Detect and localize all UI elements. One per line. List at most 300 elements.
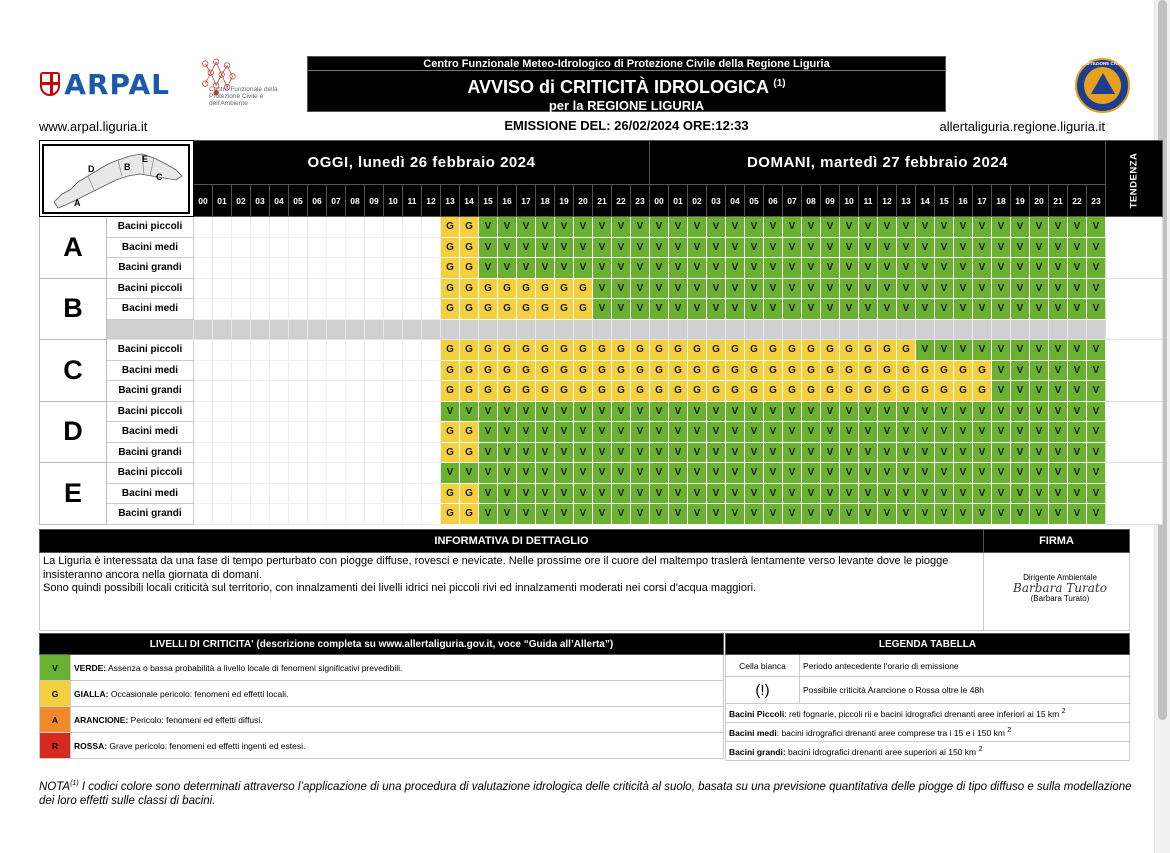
hour-cell: V	[1011, 463, 1030, 484]
hour-cell: V	[745, 217, 764, 238]
hour-cell	[270, 217, 289, 238]
hour-cell: G	[460, 217, 479, 238]
hour-header: 07	[783, 185, 802, 217]
hour-cell: V	[802, 504, 821, 525]
legend-large-desc: bacini idrografici drenanti aree superiori ai 150 km	[785, 746, 977, 757]
hour-cell: V	[745, 483, 764, 504]
hour-cell	[270, 504, 289, 525]
hour-header: 22	[612, 185, 631, 217]
hour-cell: V	[973, 237, 992, 258]
hour-cell: V	[555, 483, 574, 504]
basin-row	[40, 237, 1163, 258]
hour-cell: V	[840, 422, 859, 443]
hour-cell: V	[650, 237, 669, 258]
hour-cell	[403, 504, 422, 525]
basin-row	[40, 278, 1163, 299]
legend-medium-desc: : bacini idrografici drenanti aree comprese tra i 15 e i 150 km	[776, 727, 1005, 738]
grey-cell	[726, 319, 745, 340]
main-title-note: (1)	[773, 78, 786, 89]
hour-cell: V	[935, 237, 954, 258]
hour-cell: G	[650, 381, 669, 402]
hour-cell	[422, 463, 441, 484]
hour-cell: V	[1068, 422, 1087, 443]
hour-cell: V	[916, 217, 935, 238]
hour-cell	[194, 360, 213, 381]
hour-cell	[422, 483, 441, 504]
hour-cell	[327, 258, 346, 279]
hour-cell: V	[878, 483, 897, 504]
legend-large-label: Bacini grandi:	[729, 746, 786, 757]
hour-cell: V	[612, 299, 631, 320]
hour-cell: V	[1087, 401, 1106, 422]
hour-cell: G	[460, 299, 479, 320]
hour-cell	[384, 504, 403, 525]
hour-cell	[308, 258, 327, 279]
grey-cell	[897, 319, 916, 340]
hour-cell: V	[498, 463, 517, 484]
zones-map-cell	[40, 141, 194, 217]
hour-cell: V	[859, 278, 878, 299]
hour-cell: V	[612, 483, 631, 504]
hour-cell: V	[783, 299, 802, 320]
hour-cell: V	[726, 299, 745, 320]
hour-cell: V	[935, 442, 954, 463]
hour-cell: V	[536, 504, 555, 525]
grey-cell	[498, 319, 517, 340]
hour-cell	[289, 360, 308, 381]
legend-warning-desc: Possibile criticità Arancione o Rossa oltre le 48h	[800, 677, 1130, 704]
hour-cell: G	[954, 381, 973, 402]
hour-cell: G	[878, 340, 897, 361]
hour-cell: V	[783, 463, 802, 484]
hour-cell: V	[441, 401, 460, 422]
hour-cell: V	[479, 401, 498, 422]
hour-cell: V	[935, 258, 954, 279]
hour-cell: V	[973, 483, 992, 504]
basin-row	[40, 360, 1163, 381]
hour-cell: G	[783, 340, 802, 361]
hour-cell: G	[650, 360, 669, 381]
hour-cell: V	[764, 504, 783, 525]
hour-cell: V	[536, 237, 555, 258]
hour-cell: V	[1049, 340, 1068, 361]
basin-row	[40, 258, 1163, 279]
grey-cell	[422, 319, 441, 340]
hour-cell: G	[574, 278, 593, 299]
hour-cell: V	[745, 237, 764, 258]
hour-cell: V	[1030, 217, 1049, 238]
hour-cell: V	[973, 463, 992, 484]
hour-cell: V	[688, 258, 707, 279]
grey-cell	[916, 319, 935, 340]
hour-cell: V	[1011, 360, 1030, 381]
basin-label: Bacini medi	[107, 422, 194, 443]
hour-cell: V	[593, 483, 612, 504]
hour-cell: V	[536, 217, 555, 238]
hour-cell: V	[1030, 504, 1049, 525]
hour-cell: V	[631, 278, 650, 299]
hour-cell	[194, 401, 213, 422]
hour-cell	[422, 340, 441, 361]
tendency-cell	[1106, 340, 1163, 402]
hour-cell: V	[783, 258, 802, 279]
hour-cell	[384, 237, 403, 258]
hour-cell: V	[916, 299, 935, 320]
hour-cell	[403, 258, 422, 279]
hour-cell	[327, 442, 346, 463]
hour-cell: G	[669, 360, 688, 381]
level-name: GIALLA:	[74, 688, 109, 699]
hour-cell: V	[859, 237, 878, 258]
hour-cell: V	[840, 258, 859, 279]
hour-cell	[422, 278, 441, 299]
hour-cell	[270, 360, 289, 381]
hour-header: 17	[517, 185, 536, 217]
legend-medium-sup: 2	[1007, 726, 1012, 735]
tendency-cell	[1106, 278, 1163, 340]
grey-cell	[232, 319, 251, 340]
hour-cell: V	[878, 463, 897, 484]
info-table	[39, 529, 1130, 631]
hour-cell: V	[802, 258, 821, 279]
hour-cell: G	[479, 360, 498, 381]
hour-cell: V	[536, 483, 555, 504]
hour-cell	[213, 258, 232, 279]
hour-cell: V	[726, 237, 745, 258]
hour-header: 01	[213, 185, 232, 217]
hour-cell: V	[1087, 217, 1106, 238]
document-header	[0, 0, 1150, 140]
hour-cell	[403, 442, 422, 463]
hour-cell: V	[1087, 237, 1106, 258]
hour-cell	[232, 340, 251, 361]
hour-cell: V	[574, 483, 593, 504]
hour-cell: G	[935, 360, 954, 381]
hour-cell: G	[479, 278, 498, 299]
hour-cell: V	[840, 278, 859, 299]
hour-cell	[213, 299, 232, 320]
hour-cell	[384, 258, 403, 279]
hour-cell	[270, 258, 289, 279]
level-name: VERDE:	[74, 662, 107, 673]
hour-cell: V	[802, 442, 821, 463]
hour-cell: G	[460, 483, 479, 504]
hour-cell: V	[1049, 360, 1068, 381]
hour-cell: V	[650, 258, 669, 279]
hour-cell: V	[821, 299, 840, 320]
hour-cell: V	[878, 442, 897, 463]
hour-cell	[251, 504, 270, 525]
hour-cell	[194, 258, 213, 279]
hour-cell	[308, 381, 327, 402]
hour-cell: V	[555, 217, 574, 238]
hour-cell	[232, 237, 251, 258]
hour-cell	[327, 340, 346, 361]
hour-cell: V	[669, 237, 688, 258]
hour-cell: V	[1011, 422, 1030, 443]
hour-cell: V	[1068, 299, 1087, 320]
cf-logo-text: Centro Funzionale della Protezione Civile e dell'Ambiente	[209, 86, 278, 107]
hour-cell: V	[878, 217, 897, 238]
hour-header: 07	[327, 185, 346, 217]
grey-cell	[1049, 319, 1068, 340]
hour-cell	[194, 299, 213, 320]
hour-cell: V	[973, 217, 992, 238]
hour-cell: V	[821, 237, 840, 258]
grey-cell	[308, 319, 327, 340]
hour-header: 08	[802, 185, 821, 217]
hour-cell: V	[536, 401, 555, 422]
hour-cell: V	[935, 401, 954, 422]
hour-cell: V	[726, 463, 745, 484]
hour-cell: V	[1068, 237, 1087, 258]
hour-cell	[251, 278, 270, 299]
hour-header: 19	[555, 185, 574, 217]
hour-cell: V	[650, 483, 669, 504]
hour-cell: V	[1011, 258, 1030, 279]
hour-cell: V	[745, 442, 764, 463]
hour-cell: V	[479, 483, 498, 504]
hour-cell	[346, 237, 365, 258]
hour-cell: V	[707, 463, 726, 484]
basin-row	[40, 217, 1163, 238]
map-label-b: B	[124, 161, 131, 172]
hour-header: 14	[460, 185, 479, 217]
level-desc	[71, 681, 724, 707]
hour-cell: G	[764, 360, 783, 381]
hour-cell: V	[840, 442, 859, 463]
hour-cell	[365, 258, 384, 279]
hour-cell: V	[479, 422, 498, 443]
hour-cell: V	[802, 237, 821, 258]
hour-cell	[289, 504, 308, 525]
hour-cell: G	[631, 340, 650, 361]
hour-cell: V	[688, 278, 707, 299]
hour-cell	[251, 237, 270, 258]
grey-cell	[536, 319, 555, 340]
hour-cell	[422, 401, 441, 422]
hour-cell	[346, 381, 365, 402]
allertaliguria-website-link[interactable]: allertaliguria.regione.liguria.it	[939, 119, 1105, 134]
hour-cell: V	[764, 463, 783, 484]
hour-cell: V	[783, 483, 802, 504]
hour-cell: G	[536, 340, 555, 361]
hour-header: 01	[669, 185, 688, 217]
hour-cell	[251, 483, 270, 504]
hour-cell	[422, 299, 441, 320]
level-desc	[71, 733, 724, 759]
hour-cell: G	[878, 381, 897, 402]
hour-cell: V	[935, 483, 954, 504]
hour-cell: V	[764, 278, 783, 299]
hour-cell: V	[1049, 278, 1068, 299]
hour-cell: V	[878, 401, 897, 422]
hour-cell: V	[593, 401, 612, 422]
hour-cell	[422, 237, 441, 258]
legend-row	[726, 655, 1130, 677]
hour-cell: G	[536, 360, 555, 381]
hour-cell: V	[650, 422, 669, 443]
hour-cell: V	[1011, 442, 1030, 463]
hour-cell: V	[1087, 340, 1106, 361]
hour-cell	[384, 381, 403, 402]
hour-cell: G	[669, 381, 688, 402]
hour-cell: V	[878, 504, 897, 525]
hour-cell	[403, 360, 422, 381]
grey-cell	[289, 319, 308, 340]
hour-cell	[270, 278, 289, 299]
hour-cell	[270, 299, 289, 320]
hour-cell: V	[992, 381, 1011, 402]
hour-cell: V	[612, 278, 631, 299]
level-badge-gialla: G	[40, 681, 71, 707]
hour-cell: V	[992, 463, 1011, 484]
hour-header: 00	[650, 185, 669, 217]
hour-cell: G	[726, 340, 745, 361]
hour-cell: V	[916, 258, 935, 279]
hour-cell: V	[612, 237, 631, 258]
hour-cell: V	[669, 442, 688, 463]
hour-cell: V	[1030, 381, 1049, 402]
title-box	[307, 56, 946, 112]
hour-cell	[327, 299, 346, 320]
hour-cell: V	[745, 258, 764, 279]
hour-cell: V	[555, 237, 574, 258]
hour-cell	[365, 217, 384, 238]
map-label-c: C	[156, 171, 163, 182]
day2-header: DOMANI, martedì 27 febbraio 2024	[650, 141, 1106, 185]
hour-cell: V	[802, 401, 821, 422]
hour-cell: V	[897, 504, 916, 525]
hour-cell: V	[536, 258, 555, 279]
hour-cell: V	[897, 278, 916, 299]
hour-cell	[232, 299, 251, 320]
hour-cell: V	[536, 442, 555, 463]
hour-cell: V	[460, 401, 479, 422]
level-row	[40, 707, 724, 733]
hour-cell	[232, 278, 251, 299]
hour-cell: G	[612, 340, 631, 361]
hour-cell: V	[821, 483, 840, 504]
hour-header: 03	[707, 185, 726, 217]
basin-label: Bacini piccoli	[107, 463, 194, 484]
hour-cell: V	[840, 483, 859, 504]
hour-cell: G	[612, 360, 631, 381]
hour-cell	[365, 340, 384, 361]
hour-cell: V	[954, 340, 973, 361]
grey-cell	[479, 319, 498, 340]
hour-cell: V	[1087, 299, 1106, 320]
grey-cell	[1030, 319, 1049, 340]
hour-cell: G	[536, 278, 555, 299]
tendency-cell	[1106, 217, 1163, 279]
hour-cell	[365, 504, 384, 525]
grey-cell	[460, 319, 479, 340]
hour-header: 18	[992, 185, 1011, 217]
hour-cell: V	[992, 340, 1011, 361]
hour-cell: G	[593, 340, 612, 361]
hour-cell: V	[631, 483, 650, 504]
hour-cell: G	[460, 360, 479, 381]
hour-cell	[365, 483, 384, 504]
hour-cell: V	[1068, 463, 1087, 484]
hour-cell: V	[650, 299, 669, 320]
grey-cell	[555, 319, 574, 340]
grey-cell	[1011, 319, 1030, 340]
hour-cell: V	[574, 401, 593, 422]
hour-cell: G	[688, 340, 707, 361]
hour-cell: V	[688, 483, 707, 504]
hour-cell: V	[897, 401, 916, 422]
hour-cell: G	[840, 340, 859, 361]
hour-cell: G	[441, 483, 460, 504]
hour-cell: V	[650, 217, 669, 238]
hour-cell	[194, 422, 213, 443]
hour-cell	[194, 483, 213, 504]
hour-cell: G	[479, 340, 498, 361]
legend-row	[726, 723, 1130, 742]
hour-cell: V	[612, 258, 631, 279]
hour-cell	[194, 381, 213, 402]
hour-cell	[403, 463, 422, 484]
hour-cell: V	[764, 483, 783, 504]
hour-cell	[365, 299, 384, 320]
basin-row	[40, 299, 1163, 320]
hour-cell: G	[441, 442, 460, 463]
hour-cell	[194, 442, 213, 463]
hour-cell: V	[1068, 442, 1087, 463]
hour-cell: V	[935, 217, 954, 238]
hour-cell: G	[441, 422, 460, 443]
hour-cell	[232, 442, 251, 463]
hour-cell: V	[1030, 278, 1049, 299]
hour-cell: G	[840, 381, 859, 402]
hour-cell	[289, 258, 308, 279]
hour-cell: V	[1030, 340, 1049, 361]
hour-cell	[213, 401, 232, 422]
hour-cell: V	[688, 442, 707, 463]
hour-cell: V	[1068, 504, 1087, 525]
hour-cell: V	[479, 504, 498, 525]
hour-cell: V	[631, 463, 650, 484]
subtitle: per la REGIONE LIGURIA	[548, 98, 705, 113]
hour-cell: G	[802, 340, 821, 361]
legend-small-basins	[726, 704, 1130, 723]
hour-cell: G	[859, 381, 878, 402]
hour-cell: V	[916, 401, 935, 422]
hour-cell	[327, 217, 346, 238]
basin-label: Bacini grandi	[107, 442, 194, 463]
hour-header: 00	[194, 185, 213, 217]
hour-cell: V	[802, 278, 821, 299]
legend-medium-label: Bacini medi	[729, 727, 777, 738]
hour-cell: G	[460, 381, 479, 402]
hour-cell: V	[574, 217, 593, 238]
pc-logo-text: PROTEZIONE CIVILE	[1079, 61, 1125, 66]
hour-cell: V	[688, 401, 707, 422]
level-row	[40, 681, 724, 707]
hour-cell: V	[688, 463, 707, 484]
hour-cell: G	[612, 381, 631, 402]
hour-cell	[308, 278, 327, 299]
hour-cell: V	[593, 278, 612, 299]
grey-cell	[840, 319, 859, 340]
hour-cell: V	[555, 258, 574, 279]
hour-cell: G	[916, 360, 935, 381]
grey-cell	[384, 319, 403, 340]
arpal-website-link[interactable]: www.arpal.liguria.it	[39, 119, 148, 134]
hour-cell: V	[821, 258, 840, 279]
